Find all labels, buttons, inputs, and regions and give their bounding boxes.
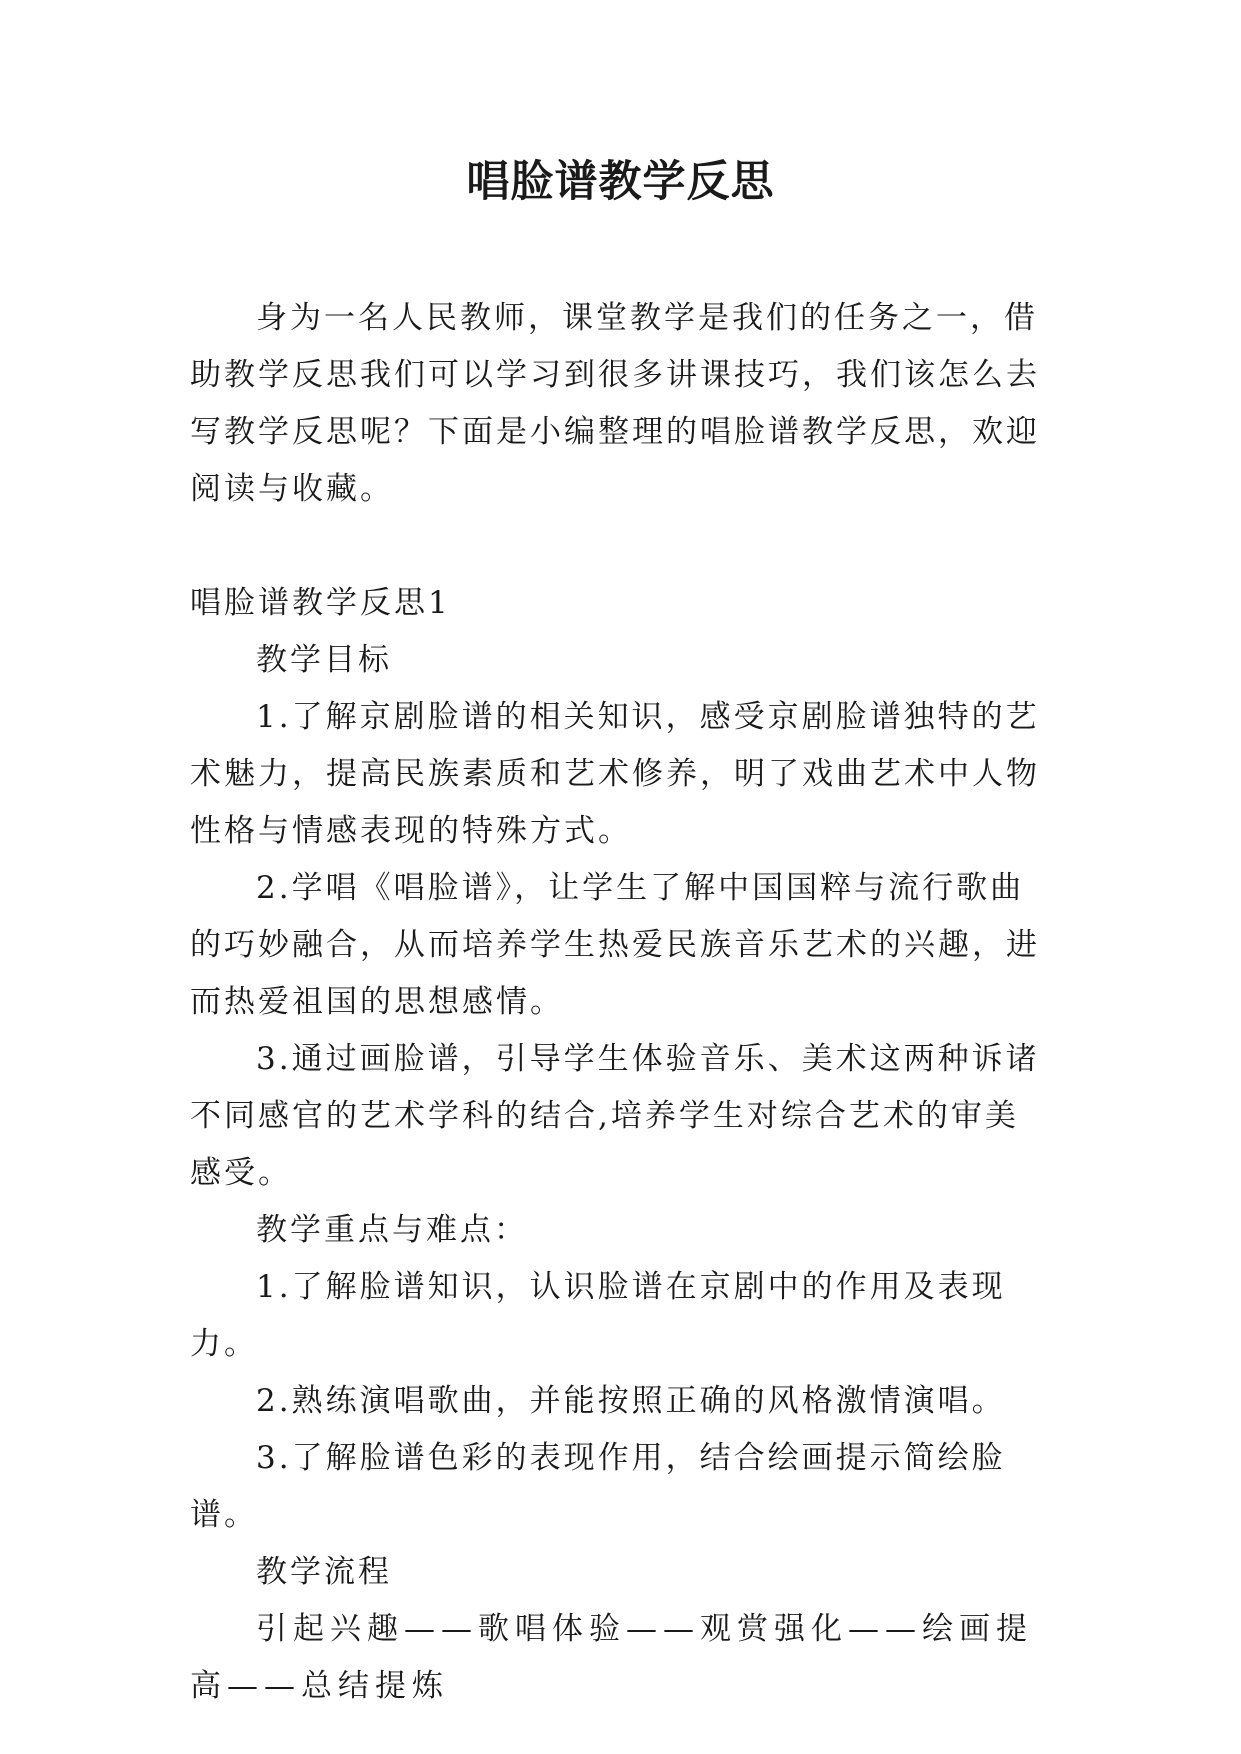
section-heading: 唱脸谱教学反思1 [190, 585, 451, 621]
keypoints-heading: 教学重点与难点： [256, 1212, 528, 1248]
objective-item-1: 1.了解京剧脸谱的相关知识，感受京剧脸谱独特的艺术魅力，提高民族素质和艺术修养，明了戏曲艺术中人物性格与情感表现的特殊方式。 [190, 699, 1040, 849]
objective-item-3: 3.通过画脸谱，引导学生体验音乐、美术这两种诉诸不同感官的艺术学科的结合,培养学生对综合艺术的审美感受。 [190, 1041, 1040, 1191]
keypoint-item-3: 3.了解脸谱色彩的表现作用，结合绘画提示简绘脸谱。 [190, 1440, 1006, 1533]
document-title: 唱脸谱教学反思 [466, 157, 775, 207]
process-heading: 教学流程 [256, 1554, 392, 1590]
keypoint-item-1: 1.了解脸谱知识，认识脸谱在京剧中的作用及表现力。 [190, 1269, 1006, 1362]
document-body [190, 290, 1052, 1715]
objectives-heading: 教学目标 [256, 642, 392, 678]
objective-item-2: 2.学唱《唱脸谱》，让学生了解中国国粹与流行歌曲的巧妙融合，从而培养学生热爱民族音乐艺术的兴趣，进而热爱祖国的思想感情。 [190, 870, 1040, 1020]
process-steps: 引起兴趣——歌唱体验——观赏强化——绘画提高——总结提炼 [190, 1611, 1033, 1704]
intro-paragraph: 身为一名人民教师，课堂教学是我们的任务之一，借助教学反思我们可以学习到很多讲课技巧，我们该怎么去写教学反思呢？下面是小编整理的唱脸谱教学反思，欢迎阅读与收藏。 [190, 300, 1040, 507]
keypoint-item-2: 2.熟练演唱歌曲，并能按照正确的风格激情演唱。 [256, 1383, 1006, 1419]
